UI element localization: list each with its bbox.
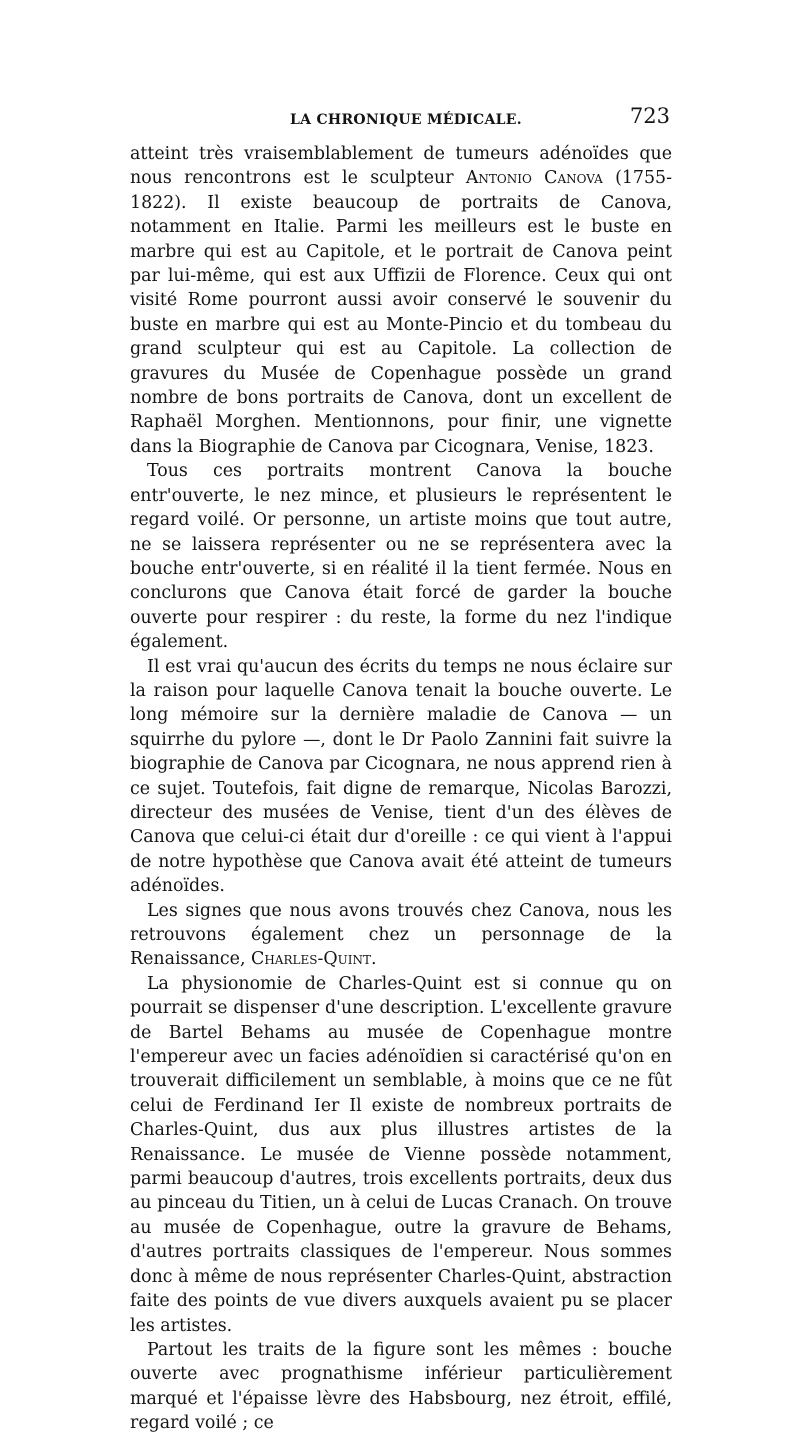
paragraph: Partout les traits de la figure sont les mêmes : bouche ouverte avec prognathisme inférieur particulièrement marqué et l'épaisse lèvre des Habsbourg, nez étroit, effilé, regard voilé ; ce (130, 1339, 672, 1434)
paragraph: Tous ces portraits montrent Canova la bouche entr'ouverte, le nez mince, et plusieurs le représentent le regard voilé. Or personne, un artiste moins que tout autre, ne se laissera représenter ou ne se représentera avec la bouche entr'ouverte, si en réalité il la tient fermée. Nous en conclurons que Canova était forcé de garder la bouche ouverte pour respirer : du reste, la forme du nez l'indique également. (130, 461, 672, 653)
paragraph-text: (1755-1822). Il existe beaucoup de portraits de Canova, notamment en Italie. Parmi les meilleurs est le buste en marbre qui est au Capitole, et le portrait de Canova peint par lui-même, qui est aux Uffizii de Florence. Ceux qui ont visité Rome pourront aussi avoir conservé le souvenir du buste en marbre qui est au Monte-Pincio et du tombeau du grand sculpteur qui est au Capitole. La collection de gravures du Musée de Copenhague possède un grand nombre de bons portraits de Canova, dont un excellent de Raphaël Morghen. Mentionnons, pour finir, une vignette dans la Biographie de Canova par Cicognara, Venise, 1823. (130, 168, 672, 457)
small-caps-name: Antonio Canova (465, 168, 603, 189)
paragraph-text: Les signes que nous avons trouvés chez Canova, nous les retrouvons également chez un personnage de la Renaissance, (130, 900, 672, 970)
paragraph: Il est vrai qu'aucun des écrits du temps ne nous éclaire sur la raison pour laquelle Canova tenait la bouche ouverte. Le long mémoire sur la dernière maladie de Canova — un squirrhe du pylore —, dont le Dr Paolo Zannini fait suivre la biographie de Canova par Cicognara, ne nous apprend rien à ce sujet. Toutefois, fait digne de remarque, Nicolas Barozzi, directeur des musées de Venise, tient d'un des élèves de Canova que celui-ci était dur d'oreille : ce qui vient à l'appui de notre hypothèse que Canova avait été atteint de tumeurs adénoïdes. (130, 656, 672, 897)
paragraph-text: . (370, 949, 377, 970)
page-number: 723 (629, 104, 670, 128)
page-header (130, 104, 670, 134)
running-head: LA CHRONIQUE MÉDICALE. (290, 112, 522, 128)
paragraph: La physionomie de Charles-Quint est si connue qu on pourrait se dispenser d'une description. L'excellente gravure de Bartel Behams au musée de Copenhague montre l'empereur avec un facies adénoïdien si caractérisé qu'on en trouverait difficilement un semblable, à moins que ce ne fût celui de Ferdinand Ier Il existe de nombreux portraits de Charles-Quint, dus aux plus illustres artistes de la Renaissance. Le musée de Vienne possède notamment, parmi beaucoup d'autres, trois excellents portraits, deux dus au pinceau du Titien, un à celui de Lucas Cranach. On trouve au musée de Copenhague, outre la gravure de Behams, d'autres portraits classiques de l'empereur. Nous sommes donc à même de nous représenter Charles-Quint, abstraction faite des points de vue divers auxquels avaient pu se placer les artistes. (130, 973, 672, 1336)
paragraph-text: atteint très vraisemblablement de tumeurs adénoïdes que nous rencontrons est le sculpteur (130, 144, 672, 189)
small-caps-name: Charles-Quint (251, 949, 371, 970)
body-text (130, 142, 672, 1436)
paragraph (130, 142, 672, 459)
paragraph (130, 899, 672, 972)
